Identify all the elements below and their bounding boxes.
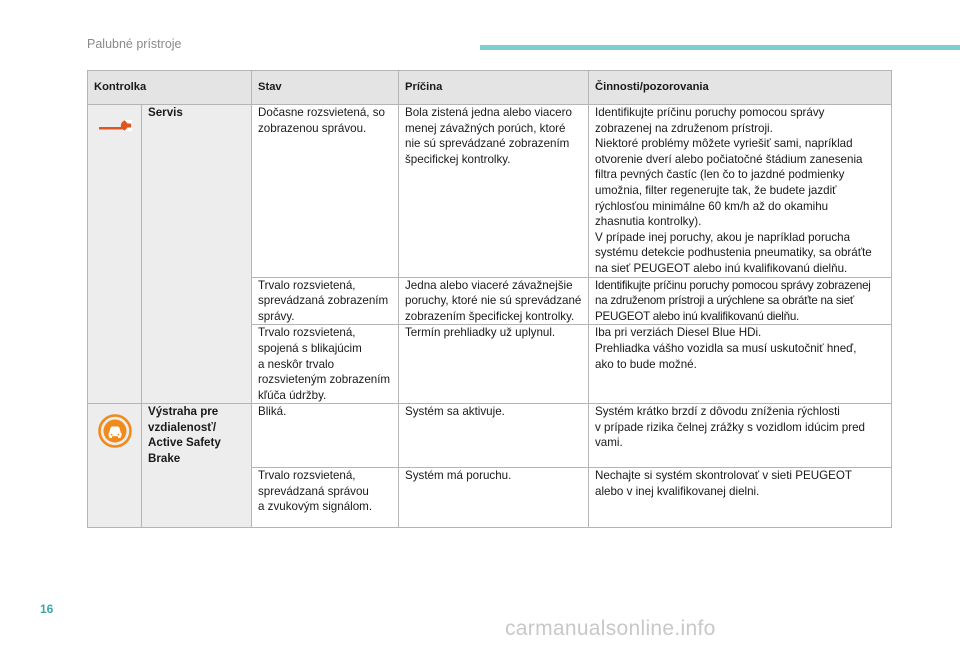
- warning-lights-table: [87, 70, 892, 528]
- text-line: vzdialenosť/: [148, 420, 217, 434]
- stav-cell: [252, 325, 399, 404]
- page-number: 16: [40, 602, 54, 616]
- text-line: Bliká.: [258, 405, 287, 419]
- text-line: sprevádzaná správou: [258, 484, 369, 498]
- text-line: rozsvieteným zobrazením: [258, 373, 391, 387]
- text-line: Dočasne rozsvietená, so: [258, 106, 385, 119]
- text-line: menej závažných porúch, ktoré: [405, 121, 566, 135]
- text-line: zobrazenej na združenom prístroji.: [595, 121, 773, 135]
- cinnost-cell: [589, 404, 892, 468]
- text-line: rýchlosťou minimálne 60 km/h až do okamihu: [595, 199, 829, 213]
- text-line: Jedna alebo viaceré závažnejšie: [405, 278, 573, 292]
- text-line: Bola zistená jedna alebo viacero: [405, 106, 572, 119]
- cinnost-cell: [589, 468, 892, 528]
- text-line: Výstraha pre: [148, 405, 219, 419]
- text-line: Brake: [148, 452, 181, 466]
- text-line: Identifikujte príčinu poruchy pomocou správy zobrazenej: [595, 278, 871, 292]
- text-line: špecifickej kontrolky.: [405, 152, 511, 166]
- text-line: správy.: [258, 309, 295, 323]
- pricina-cell: [399, 325, 589, 404]
- stav-cell: [252, 468, 399, 528]
- pricina-cell: [399, 105, 589, 278]
- text-line: sprevádzaná zobrazením: [258, 294, 389, 308]
- text-line: V prípade inej poruchy, akou je napríklad porucha: [595, 230, 851, 244]
- text-line: PEUGEOT alebo inú kvalifikovanú dielňu.: [595, 309, 799, 323]
- text-line: systému detekcie podhustenia pneumatiky, sa obráťte: [595, 246, 872, 260]
- text-line: zobrazením špecifickej kontrolky.: [405, 309, 575, 323]
- text-line: otvorenie dverí alebo počiatočné štádium zanesenia: [595, 152, 863, 166]
- text-line: Active Safety: [148, 436, 221, 450]
- text-line: Iba pri verziách Diesel Blue HDi.: [595, 326, 762, 340]
- wrench-icon: [95, 111, 135, 137]
- text-line: vami.: [595, 436, 623, 450]
- collision-warning-icon: [97, 413, 133, 449]
- text-line: poruchy, ktoré nie sú sprevádzané: [405, 294, 582, 308]
- warning-light-cell: [88, 105, 142, 404]
- text-line: zhasnutia kontrolky).: [595, 215, 702, 229]
- text-line: Systém krátko brzdí z dôvodu zníženia rýchlosti: [595, 405, 840, 419]
- text-line: Systém má poruchu.: [405, 469, 512, 483]
- cinnost-cell: [589, 105, 892, 278]
- pricina-cell: [399, 468, 589, 528]
- text-line: nie sú sprevádzané zobrazením: [405, 137, 570, 151]
- column-header-cinnosti: Činnosti/pozorovania: [589, 71, 892, 105]
- text-line: umožnia, filter regenerujte tak, že budete jazdiť: [595, 183, 837, 197]
- text-line: alebo v inej kvalifikovanej dielni.: [595, 484, 760, 498]
- warning-light-name: [142, 404, 252, 528]
- column-header-pricina: Príčina: [399, 71, 589, 105]
- cinnost-cell: [589, 325, 892, 404]
- text-line: filtra pevných častíc (len čo to jazdné podmienky: [595, 168, 845, 182]
- text-line: na združenom prístroji a urýchlene sa obráťte na sieť: [595, 294, 855, 308]
- text-line: a zvukovým signálom.: [258, 500, 373, 514]
- table-row: [88, 105, 892, 278]
- text-line: kľúča údržby.: [258, 388, 327, 402]
- warning-light-name: Servis: [142, 105, 252, 404]
- column-header-kontrolka: Kontrolka: [88, 71, 252, 105]
- text-line: Trvalo rozsvietená,: [258, 469, 356, 483]
- text-line: Niektoré problémy môžete vyriešiť sami, napríklad: [595, 137, 853, 151]
- stav-cell: [252, 404, 399, 468]
- stav-cell: [252, 277, 399, 325]
- table-header-row: [88, 71, 892, 105]
- pricina-cell: [399, 404, 589, 468]
- text-line: Trvalo rozsvietená,: [258, 278, 356, 292]
- text-line: zobrazenou správou.: [258, 121, 367, 135]
- section-title: Palubné prístroje: [87, 37, 182, 51]
- text-line: Termín prehliadky už uplynul.: [405, 326, 556, 340]
- header-accent-bar: [480, 45, 960, 50]
- stav-cell: [252, 105, 399, 278]
- text-line: Prehliadka vášho vozidla sa musí uskutočniť hneď,: [595, 341, 857, 355]
- cinnost-cell: [589, 277, 892, 325]
- table-row: [88, 404, 892, 468]
- text-line: spojená s blikajúcim: [258, 341, 362, 355]
- text-line: a neskôr trvalo: [258, 357, 335, 371]
- text-line: ako to bude možné.: [595, 357, 697, 371]
- watermark-text: carmanualsonline.info: [505, 617, 716, 640]
- column-header-stav: Stav: [252, 71, 399, 105]
- text-line: Identifikujte príčinu poruchy pomocou správy: [595, 106, 825, 119]
- text-line: v prípade rizika čelnej zrážky s vozidlom idúcim pred: [595, 420, 865, 434]
- text-line: na sieť PEUGEOT alebo inú kvalifikovanú dielňu.: [595, 261, 848, 275]
- pricina-cell: [399, 277, 589, 325]
- text-line: Trvalo rozsvietená,: [258, 326, 356, 340]
- text-line: Nechajte si systém skontrolovať v sieti PEUGEOT: [595, 469, 852, 483]
- text-line: Systém sa aktivuje.: [405, 405, 505, 419]
- warning-light-cell: [88, 404, 142, 528]
